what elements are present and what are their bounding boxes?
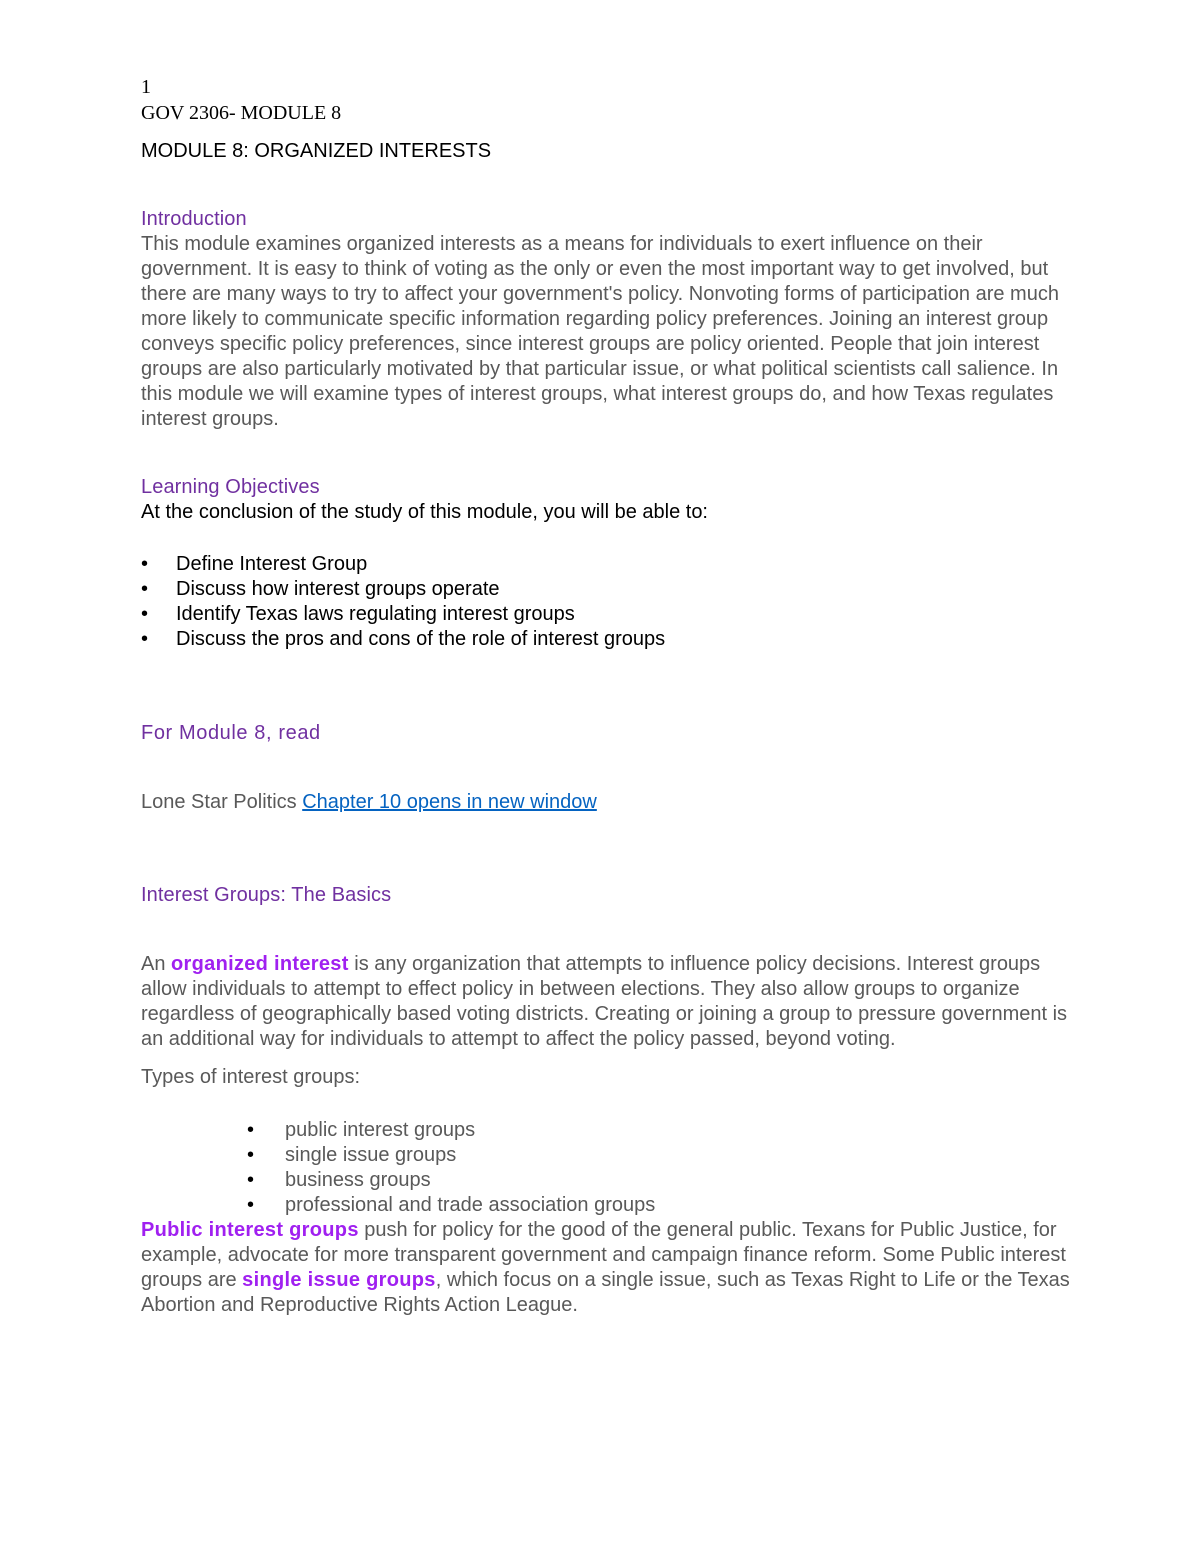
types-label: Types of interest groups: [141, 1066, 361, 1088]
chapter-10-link[interactable]: Chapter 10 opens in new window [302, 791, 597, 813]
page-title: MODULE 8: ORGANIZED INTERESTS [141, 140, 492, 162]
bullet-icon: • [141, 578, 149, 600]
public-interest-paragraph: Public interest groups push for policy for the good of the general public. Texans for Public Justice, for example, advocate for more transparent government and campaign finance reform. Some Public interest groups are single issue groups, which focus on a single issue, such as Texas Right to Life or the Texas Abortion and Reproductive Rights Action League. [141, 1219, 1070, 1316]
bullet-icon: • [247, 1119, 255, 1141]
bullet-icon: • [141, 553, 149, 575]
reading-line [141, 790, 1071, 815]
term-single-issue-groups: single issue groups [242, 1269, 436, 1291]
bullet-icon: • [247, 1144, 255, 1166]
objectives-intro: At the conclusion of the study of this module, you will be able to: [141, 501, 708, 523]
types-list [141, 1118, 1071, 1218]
list-item: • professional and trade association groups [247, 1194, 656, 1216]
objectives-list [141, 552, 1071, 652]
page-number: 1 [141, 76, 151, 98]
bullet-icon: • [141, 603, 149, 625]
bullet-icon: • [247, 1169, 255, 1191]
list-item: • Define Interest Group [141, 553, 368, 575]
organized-interest-paragraph: An organized interest is any organization that attempts to influence policy decisions. Interest groups allow individuals to attempt to effect policy in between elections. They also allow groups to organize regardless of geographically based voting districts. Creating or joining a group to pressure government is an additional way for individuals to attempt to affect the policy passed, beyond voting. [141, 953, 1068, 1050]
list-item: • public interest groups [247, 1119, 476, 1141]
reading-heading: For Module 8, read [141, 722, 321, 744]
list-item: • Discuss the pros and cons of the role of interest groups [141, 628, 666, 650]
list-item: • single issue groups [247, 1144, 457, 1166]
basics-heading: Interest Groups: The Basics [141, 884, 392, 906]
introduction-heading: Introduction [141, 208, 247, 230]
reading-prefix: Lone Star Politics [141, 791, 303, 813]
term-public-interest-groups: Public interest groups [141, 1219, 359, 1241]
bullet-icon: • [141, 628, 149, 650]
document-page [141, 74, 1071, 1318]
objectives-heading: Learning Objectives [141, 476, 320, 498]
introduction-body: This module examines organized interests as a means for individuals to exert influence on their government. It is easy to think of voting as the only or even the most important way to get involved, but there are many ways to try to affect your government's policy. Nonvoting forms of participation are much more likely to communicate specific information regarding policy preferences. Joining an interest group conveys specific policy preferences, since interest groups are policy oriented. People that join interest groups are also particularly motivated by that particular issue, or what political scientists call salience. In this module we will examine types of interest groups, what interest groups do, and how Texas regulates interest groups. [141, 233, 1059, 430]
bullet-icon: • [247, 1194, 255, 1216]
list-item: • business groups [247, 1169, 431, 1191]
list-item: • Discuss how interest groups operate [141, 578, 500, 600]
term-organized-interest: organized interest [171, 953, 349, 975]
course-header: GOV 2306- MODULE 8 [141, 102, 342, 124]
list-item: • Identify Texas laws regulating interest groups [141, 603, 575, 625]
